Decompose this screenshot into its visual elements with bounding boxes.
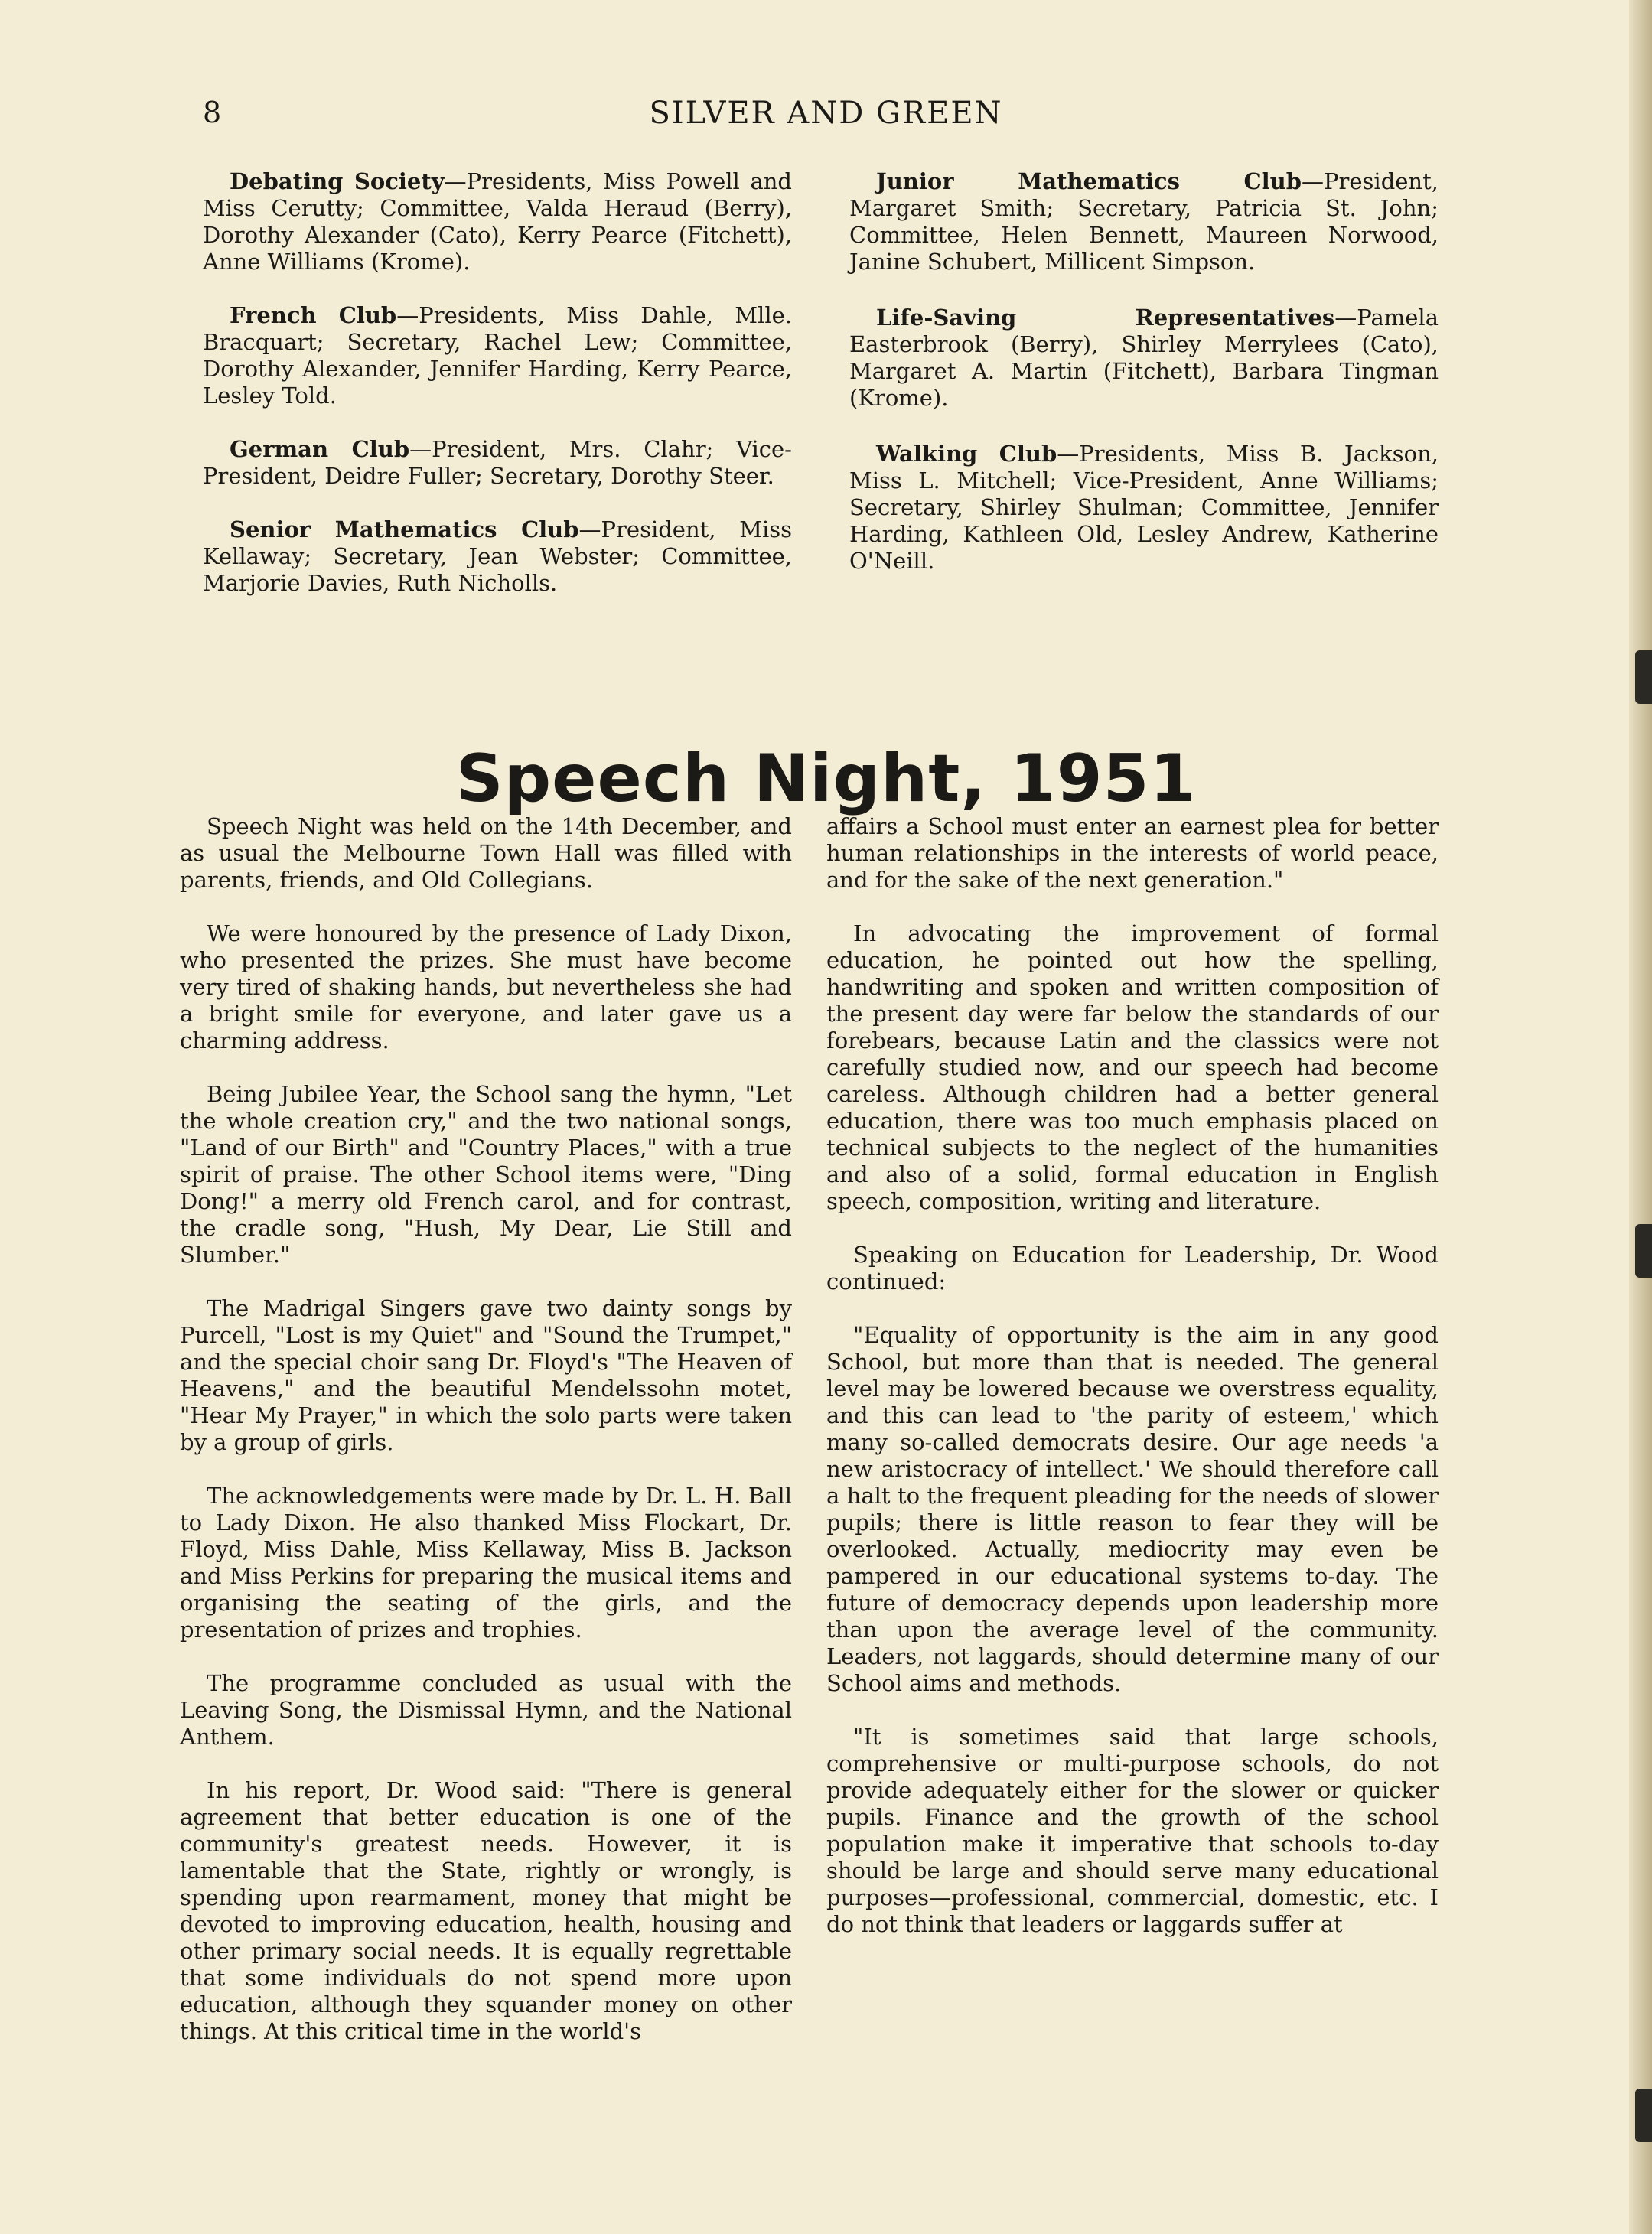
page-spine-edge: [1629, 0, 1652, 2234]
page-number: 8: [203, 96, 222, 129]
club-entry: French Club—Presidents, Miss Dahle, Mlle. Bracquart; Secretary, Rachel Lew; Committee, Dorothy Alexander, Jennifer Harding, Kerry Pearce, Lesley Told.: [203, 302, 792, 409]
article-continuation: affairs a School must enter an earnest plea for better human relationships in the interests of world peace, and for the sake of the next generation.": [826, 813, 1439, 893]
article-paragraph: The programme concluded as usual with the Leaving Song, the Dismissal Hymn, and the National Anthem.: [180, 1670, 792, 1750]
binding-tab: [1635, 1224, 1652, 1278]
article-paragraph: The acknowledgements were made by Dr. L. H. Ball to Lady Dixon. He also thanked Miss Flockart, Dr. Floyd, Miss Dahle, Miss Kellaway, Miss B. Jackson and Miss Perkins for preparing the musical items and organising the seating of the girls, and the presentation of prizes and trophies.: [180, 1483, 792, 1643]
article-paragraph: The Madrigal Singers gave two dainty songs by Purcell, "Lost is my Quiet" and "Sound the Trumpet," and the special choir sang Dr. Floyd's "The Heaven of Heavens," and the beautiful Mendelssohn motet, "Hear My Prayer," in which the solo parts were taken by a group of girls.: [180, 1295, 792, 1455]
club-entry: Senior Mathematics Club—President, Miss Kellaway; Secretary, Jean Webster; Committee, Marjorie Davies, Ruth Nicholls.: [203, 516, 793, 596]
article-paragraph: "It is sometimes said that large schools, comprehensive or multi-purpose schools, do not provide adequately either for the slower or quicker pupils. Finance and the growth of the school population make it imperative that schools to-day should be large and should serve many educational purposes—professional, commercial, domestic, etc. I do not think that leaders or laggards suffer at: [826, 1724, 1439, 1937]
article-right-column: [826, 813, 1439, 1965]
club-entry: Walking Club—Presidents, Miss B. Jackson, Miss L. Mitchell; Vice-President, Anne Williams; Secretary, Shirley Shulman; Committee, Jennifer Harding, Kathleen Old, Lesley Andrew, Katherine O'Neill.: [849, 441, 1439, 574]
clubs-right-column: [826, 168, 1439, 604]
article-paragraph: Speaking on Education for Leadership, Dr. Wood continued:: [826, 1242, 1439, 1294]
clubs-left-column: [180, 168, 792, 624]
article-paragraph: Speech Night was held on the 14th December, and as usual the Melbourne Town Hall was filled with parents, friends, and Old Collegians.: [180, 813, 792, 893]
article-paragraph: In advocating the improvement of formal education, he pointed out how the spelling, handwriting and spoken and written composition of the present day were far below the standards of our forebears, because Latin and the classics were not carefully studied now, and our speech had become careless. Although children had a better general education, there was too much emphasis placed on technical subjects to the neglect of the humanities and also of a solid, formal education in English speech, composition, writing and literature.: [826, 920, 1439, 1214]
running-title: SILVER AND GREEN: [649, 96, 1003, 131]
article-left-column: [180, 813, 792, 2072]
binding-tab: [1635, 2089, 1652, 2142]
binding-tab: [1635, 650, 1652, 704]
club-entry: Debating Society—Presidents, Miss Powell and Miss Cerutty; Committee, Valda Heraud (Berry), Dorothy Alexander (Cato), Kerry Pearce (Fitchett), Anne Williams (Krome).: [203, 168, 792, 275]
club-entry: Junior Mathematics Club—President, Margaret Smith; Secretary, Patricia St. John; Committee, Helen Bennett, Maureen Norwood, Janine Schubert, Millicent Simpson.: [849, 168, 1439, 275]
club-entry: Life-Saving Representatives—Pamela Easterbrook (Berry), Shirley Merrylees (Cato), Margaret A. Martin (Fitchett), Barbara Tingman (Krome).: [849, 304, 1439, 411]
club-entry: German Club—President, Mrs. Clahr; Vice-President, Deidre Fuller; Secretary, Dorothy Steer.: [203, 436, 792, 489]
article-paragraph: Being Jubilee Year, the School sang the hymn, "Let the whole creation cry," and the two national songs, "Land of our Birth" and "Country Places," with a true spirit of praise. The other School items were, "Ding Dong!" a merry old French carol, and for contrast, the cradle song, "Hush, My Dear, Lie Still and Slumber.": [180, 1081, 792, 1268]
article-paragraph: We were honoured by the presence of Lady Dixon, who presented the prizes. She must have become very tired of shaking hands, but nevertheless she had a bright smile for everyone, and later gave us a charming address.: [180, 920, 792, 1053]
page-header: [0, 96, 1652, 142]
article-paragraph: "Equality of opportunity is the aim in any good School, but more than that is needed. The general level may be lowered because we overstress equality, and this can lead to 'the parity of esteem,' which many so-called democrats desire. Our age needs 'a new aristocracy of intellect.' We should therefore call a halt to the frequent pleading for the needs of slower pupils; there is little reason to fear they will be overlooked. Actually, mediocrity may even be pampered in our educational systems to-day. The future of democracy depends upon leadership more than upon the average level of the community. Leaders, not laggards, should determine many of our School aims and methods.: [826, 1322, 1439, 1696]
article-paragraph: In his report, Dr. Wood said: "There is general agreement that better education is one of the community's greatest needs. However, it is lamentable that the State, rightly or wrongly, is spending upon rearmament, money that might be devoted to improving education, health, housing and other primary social needs. It is equally regrettable that some individuals do not spend more upon education, although they squander money on other things. At this critical time in the world's: [180, 1777, 792, 2044]
article-title: Speech Night, 1951: [455, 740, 1197, 817]
